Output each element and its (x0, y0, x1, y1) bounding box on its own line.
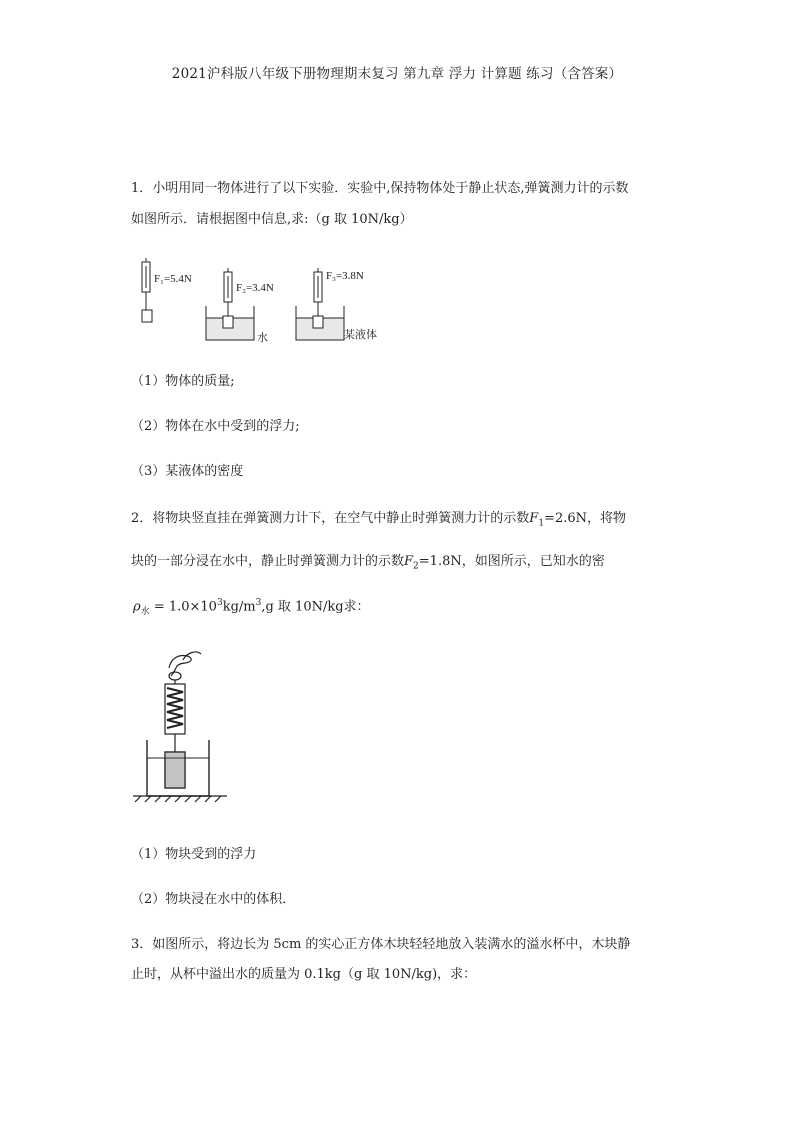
f2-label: F₂=3.4N (236, 282, 274, 294)
q2-text-line1 (131, 511, 626, 532)
f1-label: F₁=5.4N (154, 273, 192, 285)
q1-sub2: （2）物体在水中受到的浮力; (131, 419, 300, 434)
q2-line1-b: =2.6N，将物 (544, 511, 626, 526)
q3-text-line2: 止时，从杯中溢出水的质量为 0.1kg（g 取 10N/kg)，求： (131, 967, 477, 982)
beaker-water (206, 306, 254, 340)
f2-subscript: 2 (413, 561, 419, 572)
q1-figure-spring-scales (138, 258, 398, 348)
rho-symbol: ρ (133, 599, 141, 615)
q2-figure-spring-scale-beaker (131, 648, 231, 808)
f1-symbol: F (529, 511, 539, 526)
spring-scale-3 (314, 268, 322, 316)
density-exponent: 3 (216, 598, 223, 608)
q2-sub2: （2）物块浸在水中的体积． (131, 892, 296, 907)
density-value: = 1.0×10 (153, 599, 217, 615)
hand-icon (169, 652, 201, 680)
q1-sub3: （3）某液体的密度 (131, 464, 244, 479)
q2-line3-tail: ,g 取 10N/kg求： (261, 599, 370, 615)
f2-symbol: F (404, 554, 414, 569)
q1-sub1: （1）物体的质量; (131, 374, 235, 389)
q1-text-line2: 如图所示．请根据图中信息,求:（g 取 10N/kg） (131, 212, 413, 227)
q2-sub1: （1）物块受到的浮力 (131, 847, 257, 862)
density-unit: kg/m (222, 599, 256, 615)
rho-subscript: 水 (140, 606, 150, 617)
unit-exponent: 3 (255, 598, 262, 608)
beaker-liquid (296, 306, 344, 340)
q1-text-line1: 1．小明用同一物体进行了以下实验．实验中,保持物体处于静止状态,弹簧测力计的示数 (131, 181, 629, 196)
q2-line2-a: 块的一部分浸在水中，静止时弹簧测力计的示数 (131, 554, 405, 569)
spring-scale-1 (142, 258, 152, 322)
q2-text-line3 (133, 595, 370, 620)
spring-scale-2 (224, 268, 232, 316)
spring-scale (165, 680, 185, 754)
water-label: 水 (257, 332, 268, 344)
q2-line2-b: =1.8N，如图所示，已知水的密 (418, 554, 605, 569)
beaker (147, 740, 209, 796)
page-title: 2021沪科版八年级下册物理期末复习 第九章 浮力 计算题 练习（含答案） (171, 66, 623, 82)
q3-text-line1: 3．如图所示，将边长为 5cm 的实心正方体木块轻轻地放入装满水的溢水杯中，木块静 (131, 937, 631, 952)
q2-line1-a: 2．将物块竖直挂在弹簧测力计下，在空气中静止时弹簧测力计的示数 (131, 511, 530, 526)
table-surface (133, 796, 227, 802)
f1-subscript: 1 (538, 518, 545, 529)
liquid-label: 某液体 (344, 329, 377, 341)
f3-label: F₃=3.8N (326, 270, 364, 282)
q2-text-line2 (131, 554, 605, 575)
